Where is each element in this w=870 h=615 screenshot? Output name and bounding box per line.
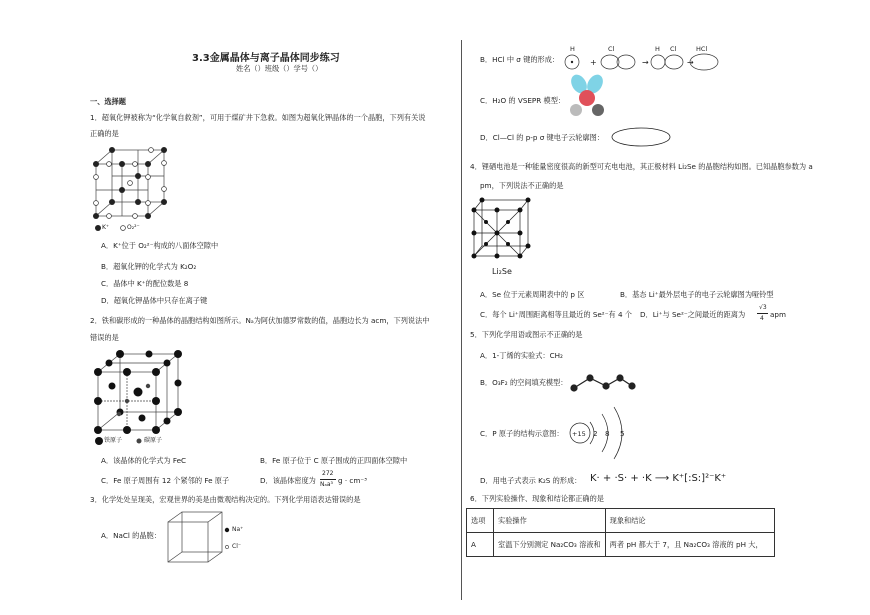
section-heading: 一、选择题 — [90, 97, 126, 106]
q5-option-c: C．P 原子的结构示意图： — [480, 429, 564, 438]
q2-d-denominator: Nₐa³ — [320, 481, 333, 488]
q1-option-b: B．超氧化钾的化学式为 K₂O₂ — [101, 262, 197, 271]
q3-option-d: D．Cl—Cl 的 p-p σ 键电子云轮廓图： — [480, 133, 605, 142]
q1-option-d: D．超氧化钾晶体中只存在离子键 — [101, 296, 208, 305]
p-atom-shell-3: 5 — [620, 429, 625, 438]
q2-option-c: C．Fe 原子周围有 12 个紧邻的 Fe 原子 — [101, 476, 230, 485]
q4-stem-line1: 4．锂硒电池是一种能量密度很高的新型可充电电池，其正极材料 Li₂Se 的晶胞结构如图。已知晶胞参数为 a — [470, 162, 813, 171]
q4-d-unit: apm — [770, 310, 786, 319]
table-cell: 两者 pH 都大于 7，且 Na₂CO₃ 溶液的 pH 大， — [605, 533, 774, 557]
hcl-label-cl1: Cl — [608, 45, 615, 53]
q5-stem: 5．下列化学用语或图示不正确的是 — [470, 330, 583, 339]
q2-legend-fe: 铁原子 — [104, 437, 123, 444]
q3-pp-sigma-cloud-figure — [610, 126, 672, 148]
column-divider — [461, 40, 462, 600]
table-row — [467, 533, 775, 557]
q4-option-d: D．Li⁺与 Se²⁻之间最近的距离为 — [640, 310, 746, 319]
q6-stem: 6．下列实验操作、现象和结论都正确的是 — [470, 494, 604, 503]
q1-legend-k: K⁺ — [102, 224, 110, 231]
q4-li2se-cell-figure — [470, 196, 532, 262]
q2-option-a: A．该晶体的化学式为 FeC — [101, 456, 187, 465]
table-cell: A — [467, 533, 494, 557]
svg-text:+: + — [590, 58, 597, 67]
q2-option-d: D．该晶体密度为 — [260, 476, 316, 485]
q4-stem-line2: pm，下列说法不正确的是 — [480, 181, 564, 190]
p-atom-shell-2: 8 — [605, 429, 610, 438]
q4-d-numerator: √3 — [759, 304, 767, 311]
p-atom-nucleus: +15 — [572, 430, 586, 438]
q1-stem-line2: 正确的是 — [90, 129, 119, 138]
q3-legend-cl: Cl⁻ — [232, 543, 242, 550]
q4-option-b: B．基态 Li⁺最外层电子的电子云轮廓图为哑铃型 — [620, 290, 774, 299]
q3-option-b: B．HCl 中 σ 键的形成： — [480, 55, 560, 64]
table-header-cell: 现象和结论 — [605, 509, 774, 533]
q2-stem-line1: 2．铁和碳形成的一种晶体的晶胞结构如图所示。Nₐ为阿伏加德罗常数的值，晶胞边长为 acm，下列说法中 — [90, 316, 430, 325]
q4-d-denominator: 4 — [760, 315, 764, 322]
q2-d-numerator: 272 — [322, 470, 334, 477]
q3-water-vsepr-figure — [567, 72, 607, 122]
q5-option-a: A．1-丁烯的实验式：CH₂ — [480, 351, 563, 360]
q2-crystal-cell-figure — [92, 348, 184, 440]
q1-stem-line1: 1．超氧化钾被称为“化学氧自救剂”，可用于煤矿井下急救。如图为超氧化钾晶体的一个晶胞，下列有关说 — [90, 113, 426, 122]
hcl-label-h2: H — [655, 45, 660, 53]
svg-text:→: → — [687, 58, 694, 67]
student-info-line: 姓名（）班级（）学号（） — [236, 64, 323, 73]
q3-nacl-legend-markers — [224, 525, 232, 555]
hcl-label-h1: H — [570, 45, 575, 53]
k2s-electron-formula: K· + ·S· + ·K ⟶ K⁺[:S:]²⁻K⁺ — [590, 473, 727, 484]
q3-option-c: C．H₂O 的 VSEPR 模型： — [480, 96, 566, 105]
q2-d-unit: g · cm⁻³ — [338, 476, 368, 485]
q3-nacl-cell-figure — [164, 508, 228, 566]
table-header-cell: 选项 — [467, 509, 494, 533]
page-title: 3.3金属晶体与离子晶体同步练习 — [192, 53, 340, 64]
q1-crystal-cell-figure — [90, 142, 170, 234]
q6-experiment-table — [466, 508, 775, 557]
q2-option-b: B．Fe 原子位于 C 原子围成的正四面体空隙中 — [260, 456, 408, 465]
q5-option-b: B．O₃F₂ 的空间填充模型： — [480, 378, 568, 387]
p-atom-shell-1: 2 — [593, 429, 598, 438]
q3-option-a: A．NaCl 的晶胞： — [101, 531, 161, 540]
svg-text:→: → — [642, 58, 649, 67]
table-header-cell: 实验操作 — [494, 509, 606, 533]
hcl-label-hcl: HCl — [696, 45, 708, 53]
q1-option-c: C．晶体中 K⁺的配位数是 8 — [101, 279, 189, 288]
q3-legend-na: Na⁺ — [232, 526, 244, 533]
q1-legend-o: O₂²⁻ — [127, 224, 140, 231]
q3-stem: 3．化学处处呈现美，宏观世界的美是由微观结构决定的。下列化学用语表达错误的是 — [90, 495, 361, 504]
q1-option-a: A．K⁺位于 O₂²⁻构成的八面体空隙中 — [101, 241, 219, 250]
q2-legend-c: 碳原子 — [144, 437, 163, 444]
q4-option-c: C．每个 Li⁺周围距离相等且最近的 Se²⁻有 4 个 — [480, 310, 632, 319]
q2-stem-line2: 错误的是 — [90, 333, 119, 342]
hcl-label-cl2: Cl — [670, 45, 677, 53]
table-cell: 室温下分别测定 Na₂CO₃ 溶液和 — [494, 533, 606, 557]
q4-option-a: A．Se 位于元素周期表中的 p 区 — [480, 290, 585, 299]
q5-option-d: D．用电子式表示 K₂S 的形成： — [480, 476, 582, 485]
table-header-row — [467, 509, 775, 533]
q4-figure-label: Li₂Se — [492, 267, 512, 276]
q5-o3f2-model-figure — [568, 370, 638, 394]
